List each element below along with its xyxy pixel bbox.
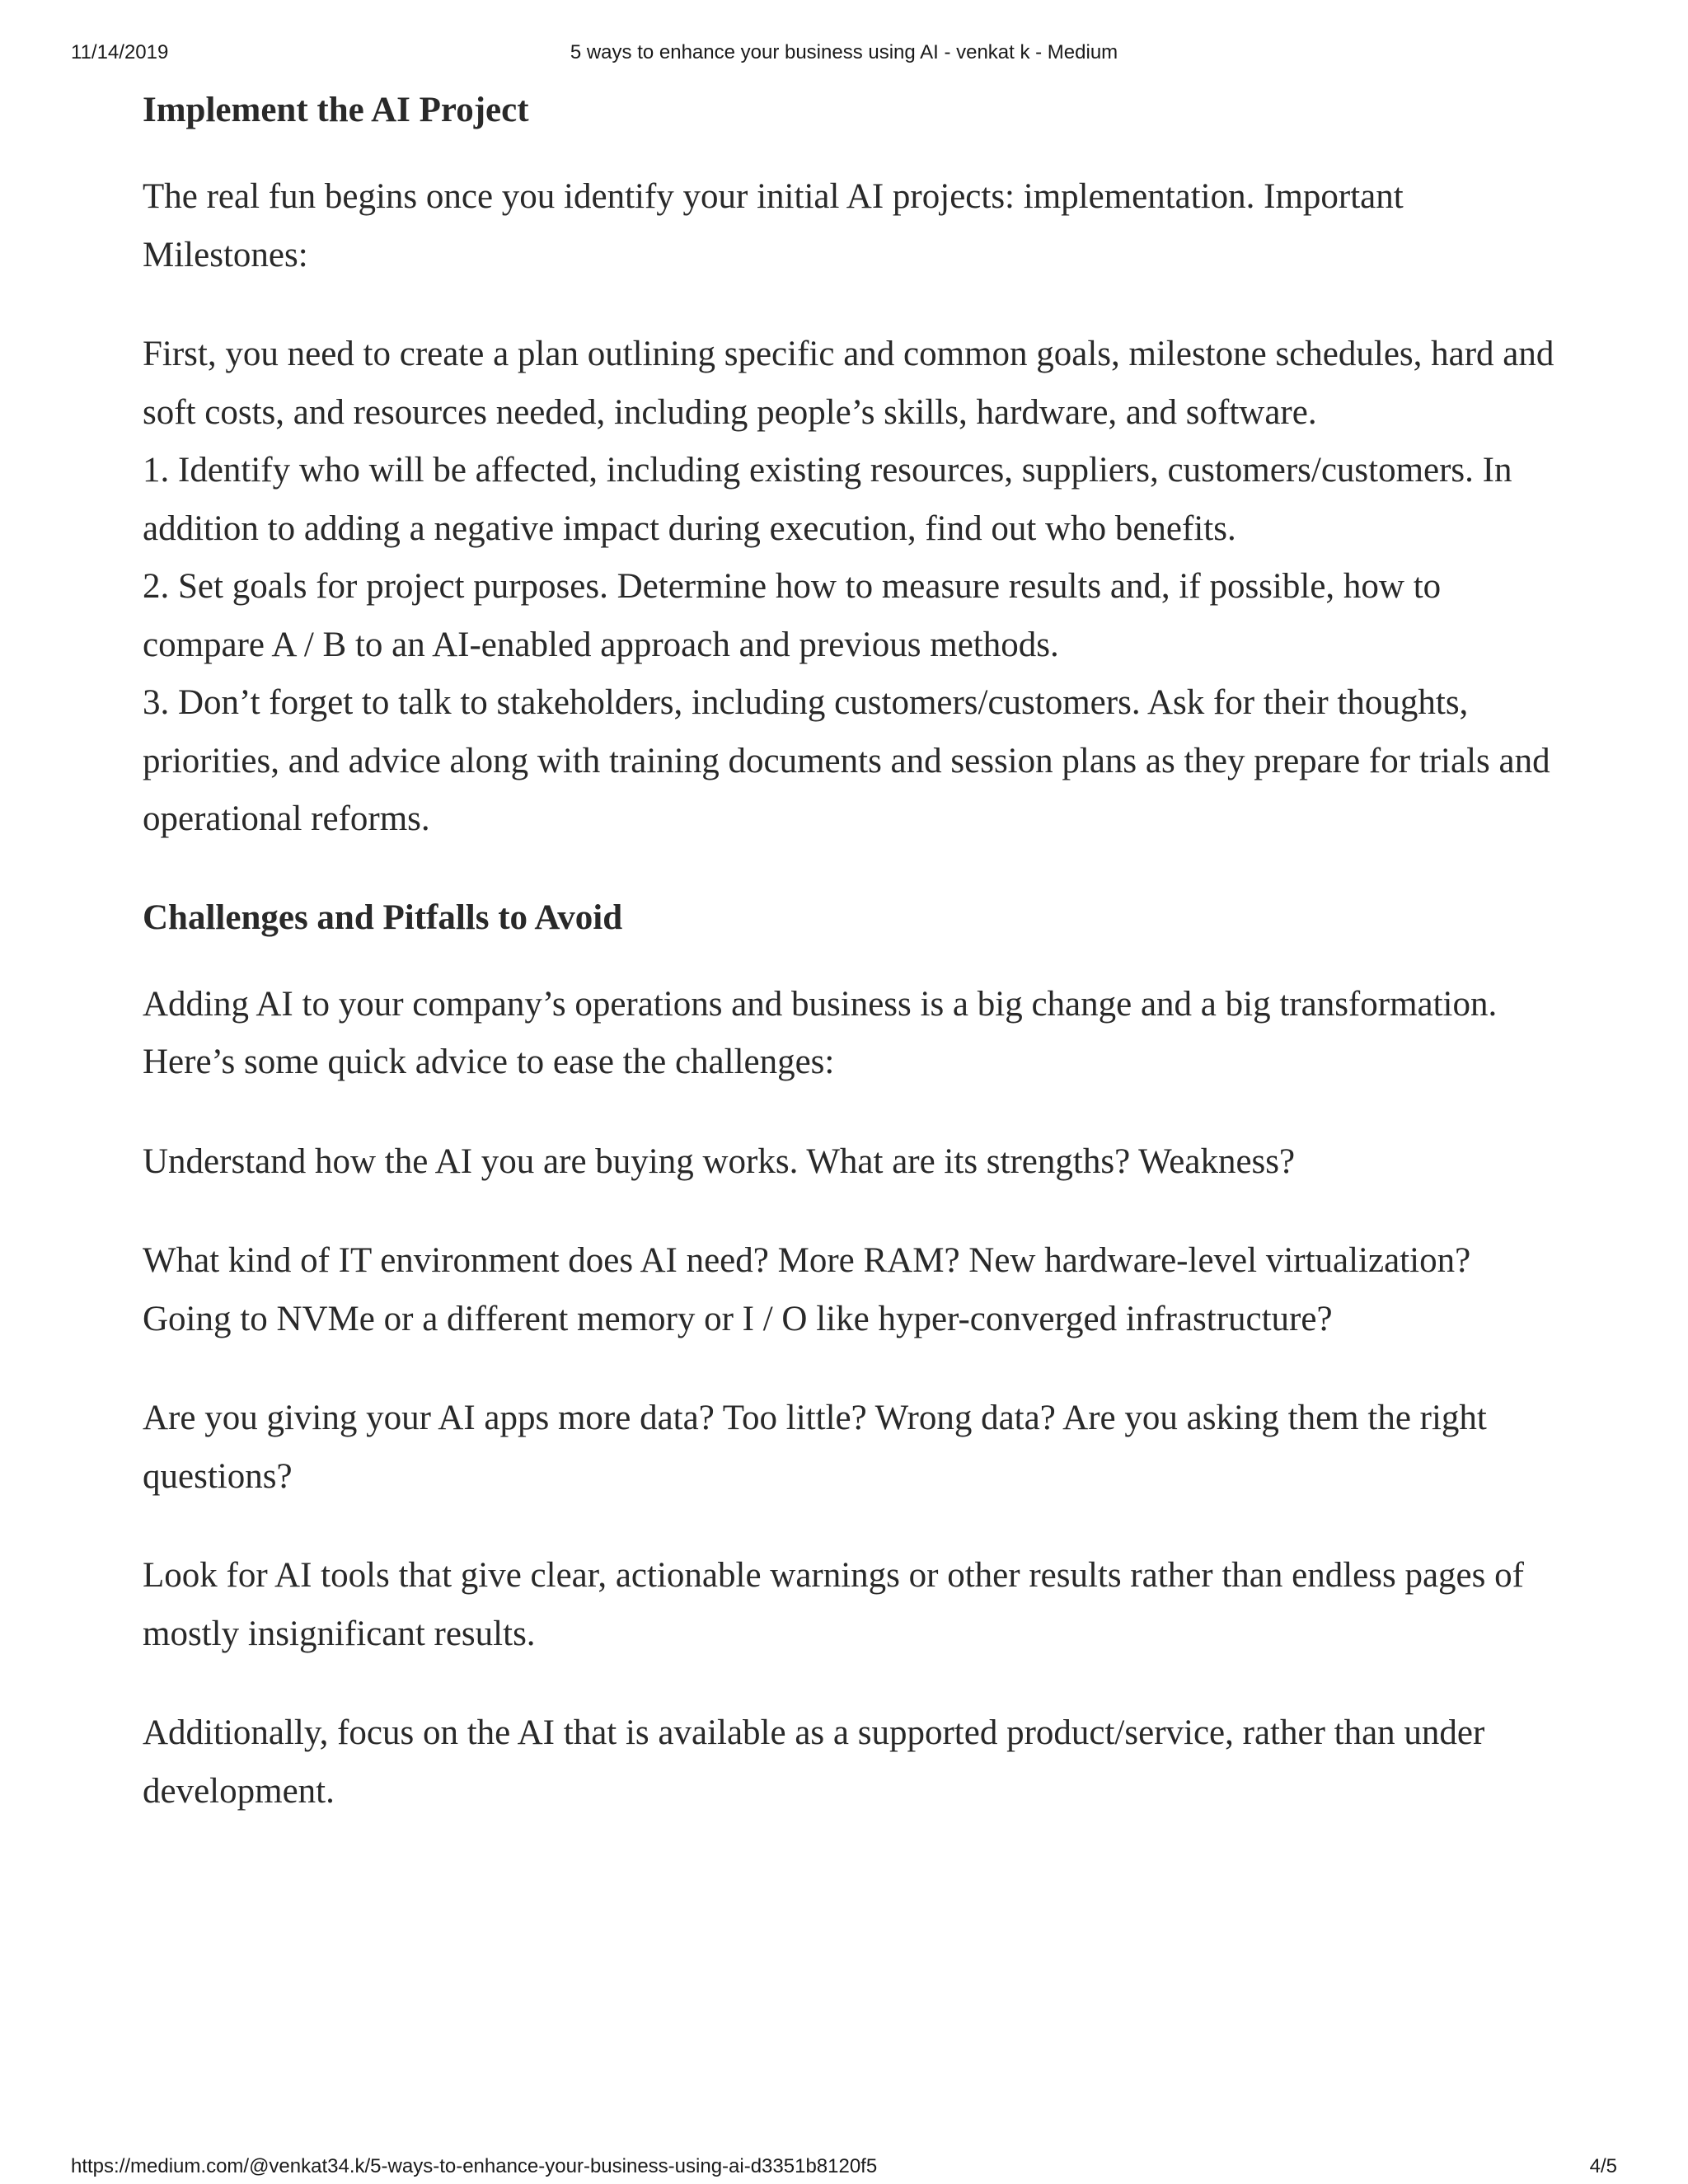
print-header xyxy=(0,41,1688,69)
paragraph-intro: The real fun begins once you identify your initial AI projects: implementation. Important Milestones: xyxy=(143,177,1404,274)
milestone-plan: First, you need to create a plan outlining specific and common goals, milestone schedules, hard and soft costs, and resources needed, including people’s skills, hardware, and software. xyxy=(143,335,1554,432)
milestone-2: 2. Set goals for project purposes. Determine how to measure results and, if possible, how to compare A / B to an AI-enabled approach and previous methods. xyxy=(143,567,1442,664)
paragraph-it-environment: What kind of IT environment does AI need? More RAM? New hardware-level virtualization? Going to NVMe or a different memory or I / O like hyper-converged infrastructure? xyxy=(143,1241,1471,1338)
paragraph-challenges-intro: Adding AI to your company’s operations and business is a big change and a big transformation. Here’s some quick advice to ease the challenges: xyxy=(143,984,1498,1081)
paragraph-understand-ai: Understand how the AI you are buying works. What are its strengths? Weakness? xyxy=(143,1141,1296,1181)
milestone-1: 1. Identify who will be affected, including existing resources, suppliers, customers/customers. In addition to adding a negative impact during execution, find out who benefits. xyxy=(143,451,1512,548)
paragraph-supported-product: Additionally, focus on the AI that is available as a supported product/service, rather than under development. xyxy=(143,1713,1485,1811)
print-url: https://medium.com/@venkat34.k/5-ways-to-enhance-your-business-using-ai-d3351b8120f5 xyxy=(71,2155,878,2177)
section-heading-implement: Implement the AI Project xyxy=(143,91,529,129)
paragraph-data-questions: Are you giving your AI apps more data? Too little? Wrong data? Are you asking them the right questions? xyxy=(143,1399,1487,1496)
page-number: 4/5 xyxy=(1589,2155,1617,2177)
milestone-3: 3. Don’t forget to talk to stakeholders, including customers/customers. Ask for their thoughts, priorities, and advice along with training documents and session plans as they prepare for trials and operational reforms. xyxy=(143,683,1550,838)
milestones-block xyxy=(143,326,1560,849)
article-body xyxy=(143,81,1560,1862)
print-footer xyxy=(0,2155,1688,2183)
print-page-title: 5 ways to enhance your business using AI - venkat k - Medium xyxy=(570,41,1118,63)
section-heading-challenges: Challenges and Pitfalls to Avoid xyxy=(143,898,623,937)
print-date: 11/14/2019 xyxy=(71,41,169,63)
paragraph-ai-tools: Look for AI tools that give clear, actionable warnings or other results rather than endless pages of mostly insignificant results. xyxy=(143,1556,1524,1653)
